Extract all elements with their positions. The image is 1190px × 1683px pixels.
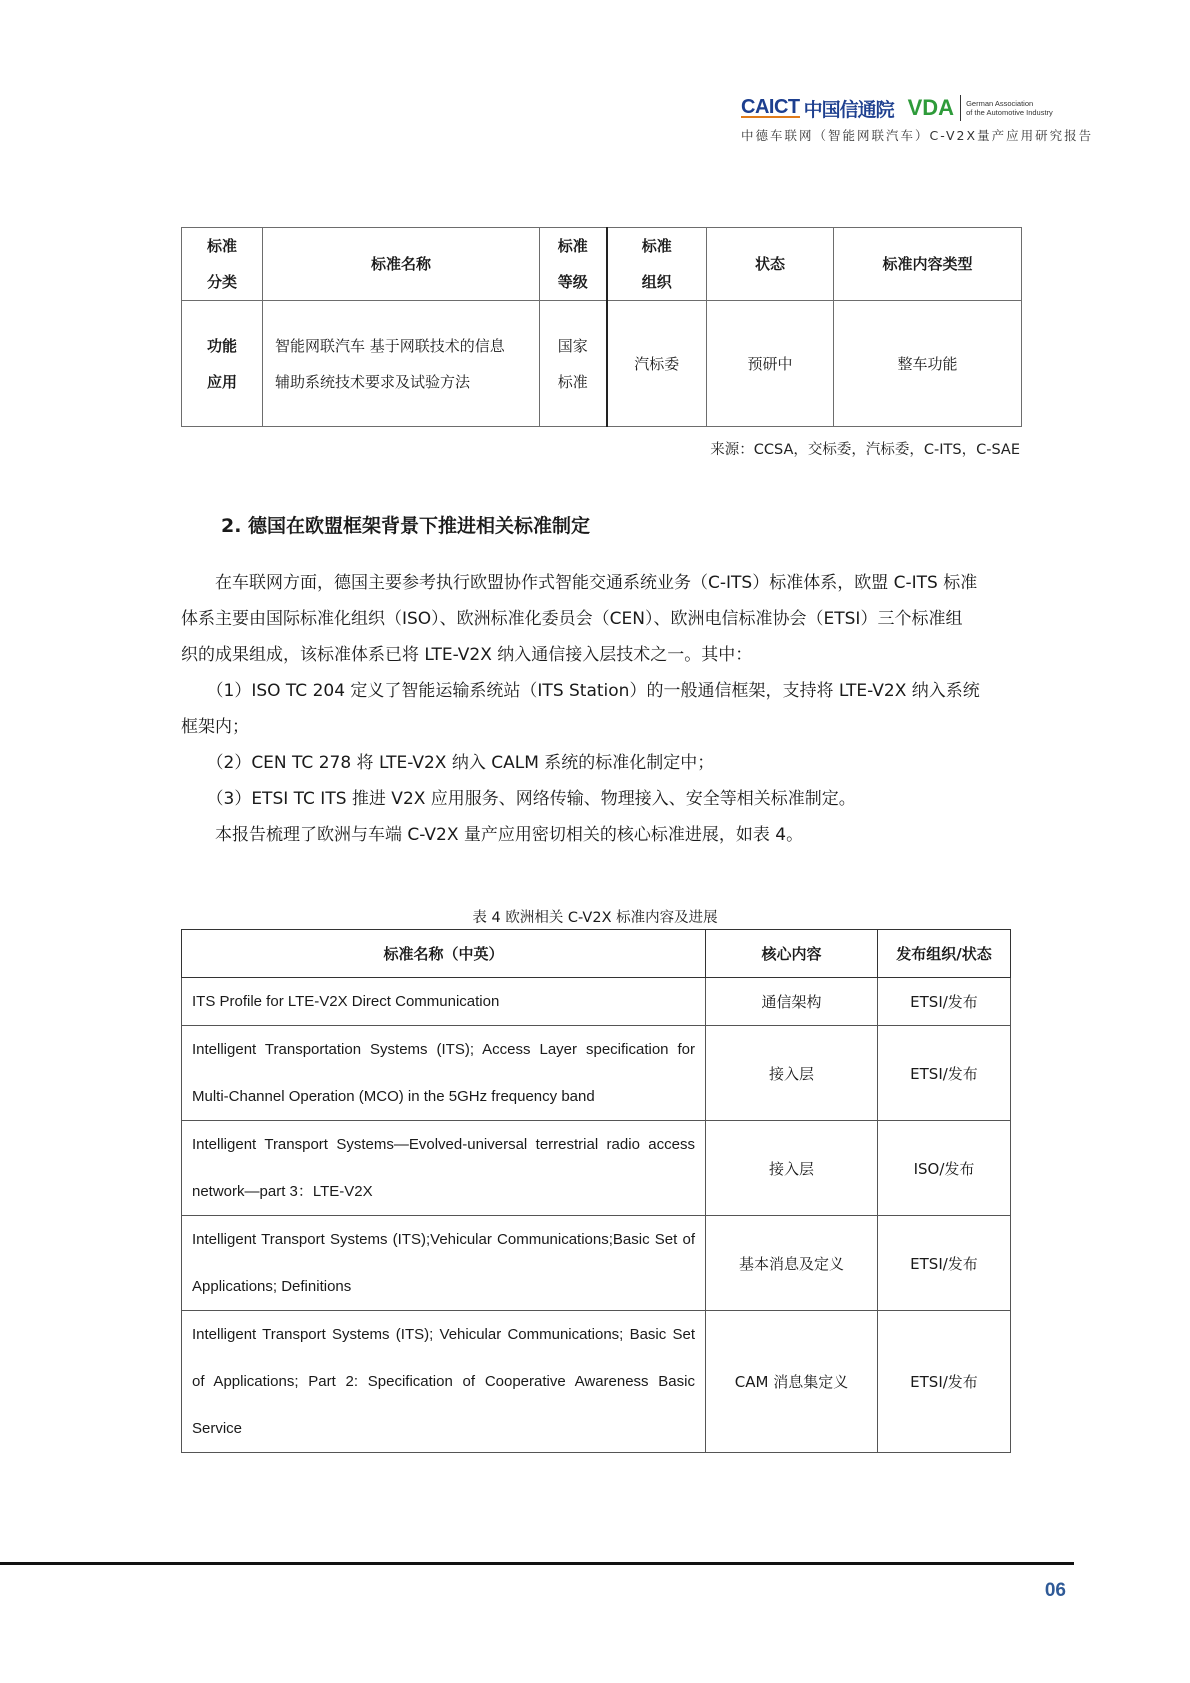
- eu-standards-table: [181, 929, 1011, 1453]
- caict-logo: CAICT: [741, 96, 800, 118]
- cell-standard-name: Intelligent Transportation Systems (ITS); Access Layer specification for Multi-Channel Operation (MCO) in the 5GHz frequency band: [182, 1026, 706, 1121]
- table-caption: 表 4 欧洲相关 C-V2X 标准内容及进展: [472, 910, 718, 926]
- header-org-status: 发布组织/状态: [878, 930, 1011, 978]
- cell-standard-name: ITS Profile for LTE-V2X Direct Communication: [182, 978, 706, 1026]
- paragraph-line: 框架内；: [181, 717, 249, 737]
- table-row: [182, 1026, 1011, 1121]
- header-core-content: 核心内容: [706, 930, 878, 978]
- paragraph-line: 织的成果组成，该标准体系已将 LTE-V2X 纳入通信接入层技术之一。其中：: [181, 645, 753, 665]
- cell-org-status: ETSI/发布: [878, 1026, 1011, 1121]
- table-row: [182, 1311, 1011, 1453]
- paragraph-line: （3）ETSI TC ITS 推进 V2X 应用服务、网络传输、物理接入、安全等相关标准制定。: [181, 789, 856, 809]
- header-category: 标准 分类: [182, 228, 263, 301]
- header-level: 标准 等级: [540, 228, 607, 301]
- cell-org-status: ETSI/发布: [878, 1311, 1011, 1453]
- cell-standard-name: Intelligent Transport Systems—Evolved-universal terrestrial radio access network—part 3：LTE-V2X: [182, 1121, 706, 1216]
- table-row: [182, 301, 1022, 427]
- section-heading: 2. 德国在欧盟框架背景下推进相关标准制定: [221, 515, 591, 537]
- cell-core-content: CAM 消息集定义: [706, 1311, 878, 1453]
- cell-core-content: 接入层: [706, 1026, 878, 1121]
- standards-table-cn: [181, 227, 1022, 427]
- cell-core-content: 接入层: [706, 1121, 878, 1216]
- header-name: 标准名称: [263, 228, 540, 301]
- table-row: [182, 978, 1011, 1026]
- cell-standard-name: Intelligent Transport Systems (ITS); Vehicular Communications; Basic Set of Applications; Part 2: Specification of Cooperative Awareness Basic Service: [182, 1311, 706, 1453]
- header-org: 标准 组织: [607, 228, 707, 301]
- cell-content-type: 整车功能: [834, 301, 1022, 427]
- header-logos: [741, 96, 1076, 120]
- cell-org-status: ISO/发布: [878, 1121, 1011, 1216]
- vda-logo: VDA: [907, 95, 955, 120]
- cell-level: 国家 标准: [540, 301, 607, 427]
- cell-core-content: 通信架构: [706, 978, 878, 1026]
- header-standard-name: 标准名称（中英）: [182, 930, 706, 978]
- paragraph-line: 本报告梳理了欧洲与车端 C-V2X 量产应用密切相关的核心标准进展，如表 4。: [181, 825, 804, 845]
- table-header-row: [182, 228, 1022, 301]
- caict-logo-cn: 中国信通院: [803, 98, 894, 121]
- cell-name: 智能网联汽车 基于网联技术的信息 辅助系统技术要求及试验方法: [263, 301, 540, 427]
- paragraph-line: （1）ISO TC 204 定义了智能运输系统站（ITS Station）的一般通信框架，支持将 LTE-V2X 纳入系统: [181, 681, 980, 701]
- cell-standard-name: Intelligent Transport Systems (ITS);Vehicular Communications;Basic Set of Applications; Definitions: [182, 1216, 706, 1311]
- table-source: 来源：CCSA，交标委，汽标委，C-ITS，C-SAE: [710, 442, 1020, 458]
- cell-org-status: ETSI/发布: [878, 1216, 1011, 1311]
- cell-status: 预研中: [707, 301, 834, 427]
- paragraph-line: 在车联网方面，德国主要参考执行欧盟协作式智能交通系统业务（C-ITS）标准体系，欧盟 C-ITS 标准: [181, 573, 978, 593]
- table-row: [182, 1216, 1011, 1311]
- header-status: 状态: [707, 228, 834, 301]
- cell-org: 汽标委: [607, 301, 707, 427]
- cell-category: 功能 应用: [182, 301, 263, 427]
- header-content-type: 标准内容类型: [834, 228, 1022, 301]
- report-title: 中德车联网（智能网联汽车）C-V2X量产应用研究报告: [741, 128, 1094, 143]
- page-number: 06: [1044, 1580, 1066, 1601]
- cell-org-status: ETSI/发布: [878, 978, 1011, 1026]
- footer-divider: [0, 1562, 1074, 1565]
- vda-desc-line1: German Association: [966, 99, 1034, 108]
- paragraph-line: （2）CEN TC 278 将 LTE-V2X 纳入 CALM 系统的标准化制定中；: [181, 753, 715, 773]
- logo-divider: [960, 95, 961, 121]
- vda-desc-line2: of the Automotive Industry: [966, 108, 1053, 117]
- paragraph-line: 体系主要由国际标准化组织（ISO）、欧洲标准化委员会（CEN）、欧洲电信标准协会（ETSI）三个标准组: [181, 609, 963, 629]
- table-header-row: [182, 930, 1011, 978]
- table-row: [182, 1121, 1011, 1216]
- vda-description: [966, 99, 1053, 117]
- cell-core-content: 基本消息及定义: [706, 1216, 878, 1311]
